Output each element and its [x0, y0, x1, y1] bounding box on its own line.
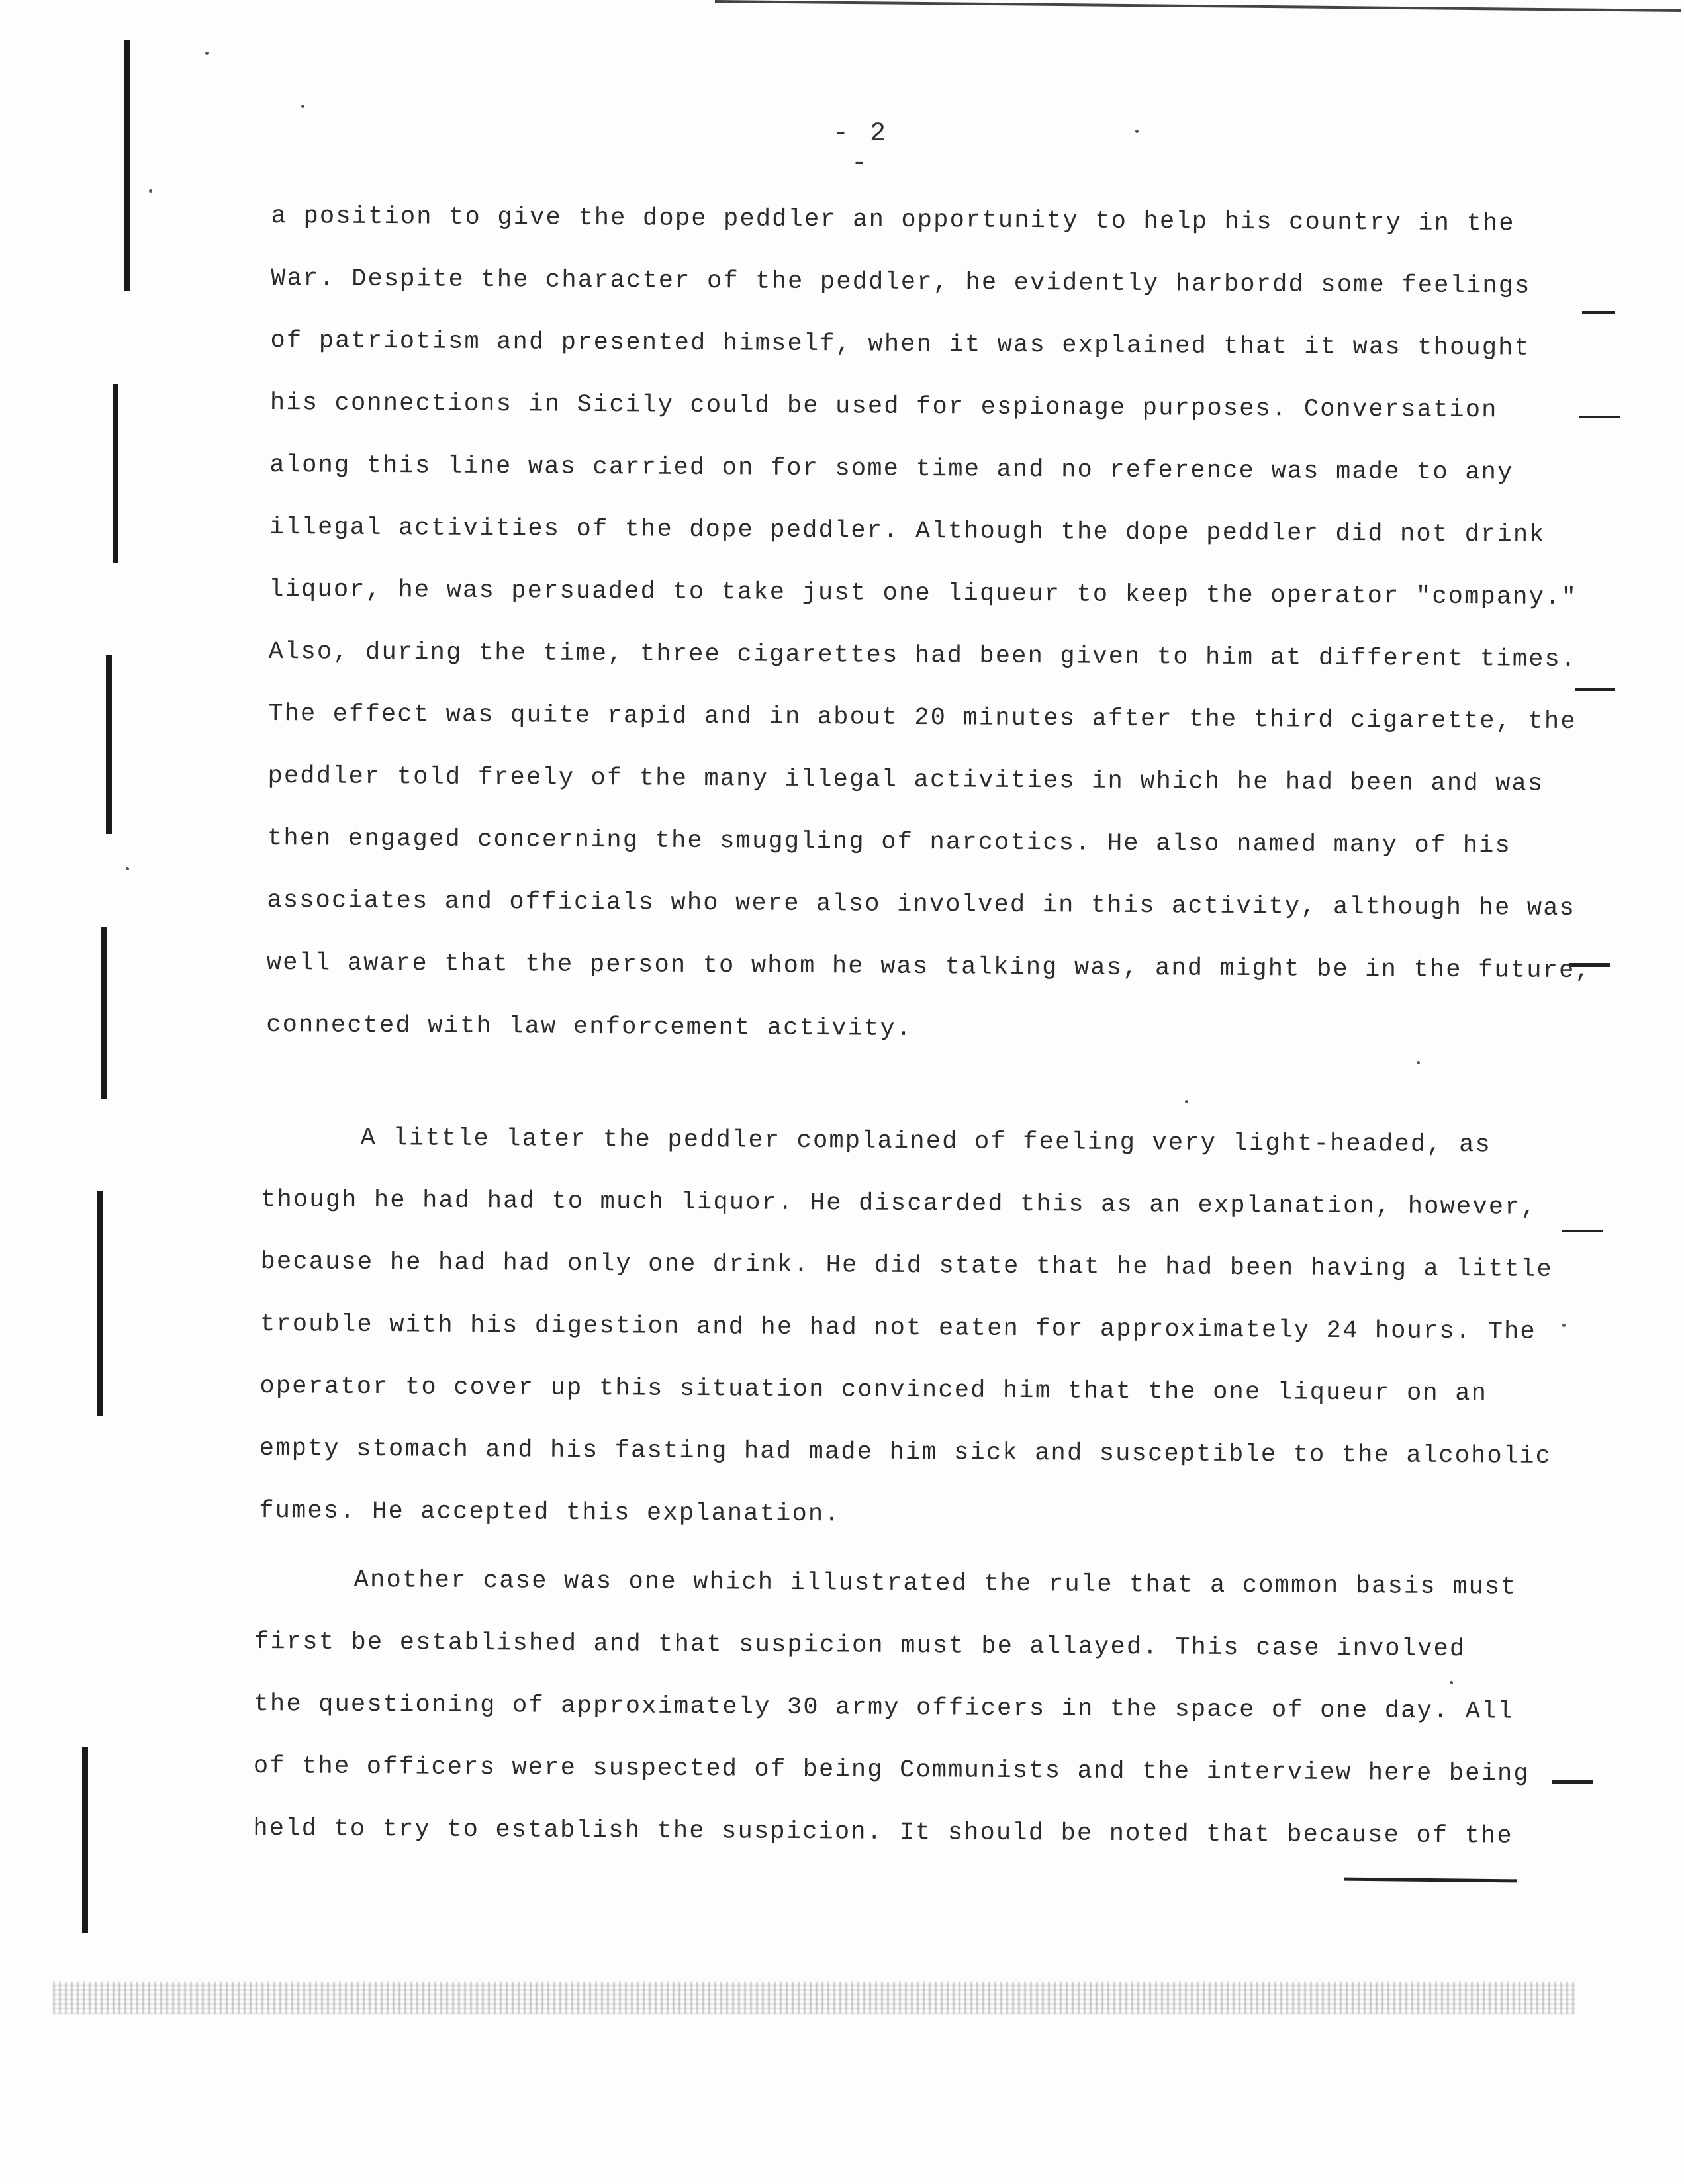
speck — [126, 867, 129, 870]
page-number: - 2 - — [832, 119, 888, 179]
text-line: empty stomach and his fasting had made him sick and susceptible to the alcoholic — [259, 1434, 1552, 1471]
speck — [1135, 130, 1139, 133]
text-line: A little later the peddler complained of feeling very light-headed, as — [360, 1124, 1492, 1160]
text-line: a position to give the dope peddler an opportunity to help his country in the — [271, 202, 1515, 238]
text-line: along this line was carried on for some time and no reference was made to any — [269, 451, 1514, 487]
text-line: held to try to establish the suspicion. It should be noted that because of the — [253, 1814, 1513, 1850]
text-line: fumes. He accepted this explanation. — [259, 1496, 841, 1529]
paragraph-3 — [253, 1549, 1531, 1868]
margin-dash — [1562, 1230, 1603, 1232]
text-line: operator to cover up this situation convinced him that the one liqueur on an — [259, 1372, 1488, 1408]
speck — [1562, 1324, 1566, 1327]
text-line: peddler told freely of the many illegal activities in which he had been and was — [267, 762, 1544, 798]
text-line: Also, during the time, three cigarettes had been given to him at different times. — [268, 637, 1577, 674]
text-line: the questioning of approximately 30 army officers in the space of one day. All — [254, 1690, 1515, 1726]
text-line: of patriotism and presented himself, when it was explained that it was thought — [270, 326, 1531, 363]
text-line: because he had had only one drink. He did state that he had been having a little — [260, 1248, 1553, 1284]
page-rule — [1344, 1878, 1517, 1883]
paragraph-1 — [266, 185, 1596, 1064]
text-line: Another case was one which illustrated the rule that a common basis must — [353, 1566, 1517, 1602]
margin-bar — [113, 384, 118, 563]
text-line: connected with law enforcement activity. — [266, 1011, 913, 1043]
speck — [149, 189, 152, 193]
text-line: War. Despite the character of the peddler, he evidently harbordd some feelings — [271, 264, 1531, 300]
speck — [301, 105, 304, 108]
margin-bar — [124, 40, 130, 291]
margin-bar — [82, 1747, 88, 1933]
text-line: The effect was quite rapid and in about 20 minutes after the third cigarette, the — [267, 700, 1577, 737]
text-line: illegal activities of the dope peddler. Although the dope peddler did not drink — [269, 513, 1546, 549]
scan-top-edge — [715, 0, 1681, 12]
text-line: of the officers were suspected of being Communists and the interview here being — [253, 1752, 1530, 1788]
speck — [1185, 1100, 1188, 1103]
margin-bar — [97, 1191, 103, 1416]
paragraph-2 — [259, 1107, 1554, 1550]
text-line: first be established and that suspicion must be allayed. This case involved — [254, 1627, 1466, 1664]
margin-dash — [1552, 1780, 1593, 1784]
margin-bar — [101, 927, 107, 1099]
scan-noise-band — [53, 1982, 1575, 2014]
text-line: well aware that the person to whom he was talking was, and might be in the future, — [266, 948, 1592, 985]
text-line: associates and officials who were also involved in this activity, although he was — [267, 886, 1576, 923]
speck — [205, 52, 209, 55]
text-line: liquor, he was persuaded to take just one liqueur to keep the operator "company." — [269, 575, 1578, 612]
text-line: trouble with his digestion and he had not eaten for approximately 24 hours. The — [259, 1310, 1536, 1346]
text-line: then engaged concerning the smuggling of narcotics. He also named many of his — [267, 824, 1512, 860]
text-line: his connections in Sicily could be used for espionage purposes. Conversation — [269, 388, 1498, 425]
text-line: though he had had to much liquor. He discarded this as an explanation, however, — [261, 1185, 1538, 1222]
margin-bar — [106, 655, 112, 834]
